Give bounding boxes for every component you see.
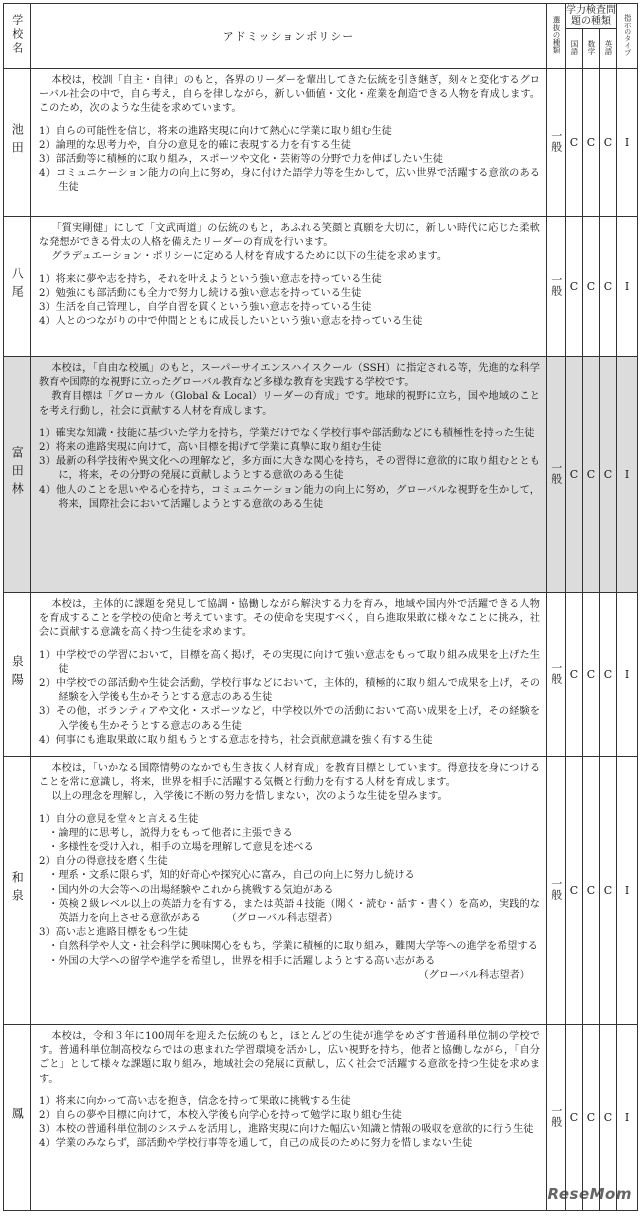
policy-intro: 以上の理念を理解し，入学後に不断の努力を惜しまない，次のような生徒を望みます。 [51, 791, 448, 803]
school-name: 鳳 [4, 1025, 31, 1211]
school-name: 泉陽 [4, 593, 31, 757]
policy-type: I [617, 593, 638, 757]
policy-intro: 本校は，「自由な校風」のもと，スーパーサイエンスハイスクール（SSH）に指定される等，先進的な科学教育や国際的な視野に立ったグローバル教育など多様な教育を実践する学校です。 [39, 363, 540, 389]
test-grade: C [566, 217, 583, 357]
school-name: 八尾 [4, 217, 31, 357]
policy-list [39, 649, 540, 748]
selection-type: 一般 [547, 217, 566, 357]
policy-item [39, 1095, 540, 1109]
policy-sub-wrapper [39, 869, 540, 926]
header-selection-type: 選抜の種類 [547, 4, 566, 69]
test-grade: C [600, 593, 617, 757]
header-subject-math: 数学 [583, 29, 600, 69]
school-row [4, 217, 638, 357]
selection-type: 一般 [547, 1025, 566, 1211]
selection-type: 一般 [547, 593, 566, 757]
policy-item [39, 649, 540, 677]
policy-sub-item: ・外国の大学への留学や進学を希望し，世界を相手に活躍しようとする高い志がある [48, 955, 436, 967]
policy-item [39, 1137, 540, 1151]
policy-intro: 本校は，「いかなる国際情勢のなかでも生き抜く人材育成」を教育目標としています。得意技を身につけることを常に意識し，将来，世界を相手に活躍する気概と行動力を有する人材を育成します。 [39, 763, 540, 789]
policy-type: I [617, 1025, 638, 1211]
policy-intro: グラデュエーション・ポリシーに定める人材を育成するために以下の生徒を求めます。 [51, 251, 448, 263]
policy-intro: 本校は，主体的に課題を発見して協調・協働しながら解決する力を育み，地域や国内外で活躍できる人物を育成することを学校の使命と考えています。その使命を実現すべく，自ら進取果敢に様々なことに挑み，社会に貢献する意識を高く持つ生徒を求めます。 [39, 599, 540, 639]
policy-sub-list [39, 869, 540, 926]
policy-item [39, 287, 540, 301]
policy-item [39, 301, 540, 315]
policy-item-text: 1）将来に夢や志を持ち，それを叶えようという強い意志を持っている生徒 [39, 273, 382, 285]
policy-item [39, 1109, 540, 1123]
header-admission-policy: アドミッションポリシー [31, 4, 547, 69]
policy-item-text: 3）部活動等に積極的に取り組み，スポーツや文化・芸術等の分野で力を伸ばしたい生徒 [39, 154, 443, 166]
header-school-name: 学校名 [4, 4, 31, 69]
policy-item-text: 1）自分の意見を堂々と言える生徒 [39, 813, 199, 825]
test-grade: C [566, 357, 583, 593]
policy-item-text: 1）自らの可能性を信じ，将来の進路実現に向けて熱心に学業に取り組む生徒 [39, 125, 392, 137]
test-grade: C [583, 757, 600, 1025]
test-grade: C [583, 593, 600, 757]
policy-type: I [617, 69, 638, 217]
school-row [4, 69, 638, 217]
policy-item [39, 813, 540, 827]
policy-item-text: 4）コミュニケーション能力の向上に努め，身に付けた語学力等を生かして，広い世界で活躍する意欲のある生徒 [39, 168, 540, 194]
policy-item-text: 2）将来の進路実現に向けて，高い目標を掲げて学業に真摯に取り組む生徒 [39, 442, 382, 454]
policy-intro: 本校は，校訓「自主・自律」のもと，各界のリーダーを輩出してきた伝統を引き継ぎ，刻々と変化するグローバル社会の中で，自ら考え，自らを律しながら，新しい価値・文化・産業を創造できる人物を育成します。このため，次のような生徒を求めています。 [39, 75, 540, 115]
selection-type: 一般 [547, 69, 566, 217]
policy-sub-list [39, 827, 540, 855]
header-subject-japanese: 国語 [566, 29, 583, 69]
policy-item-text: 3）高い志と進路目標をもつ生徒 [39, 927, 189, 939]
policy-item-text: 1）中学校での学習において，目標を高く掲げ，その実現に向けて強い意志をもって取り組み成果を上げた生徒 [39, 649, 540, 675]
school-name: 富田林 [4, 357, 31, 593]
admission-policy-text [31, 593, 547, 757]
policy-item-text: 4）他人のことを思いやる心を持ち，コミュニケーション能力の向上に努め，グローバルな視野を生かして，将来，国際社会において活躍しようとする意欲のある生徒 [39, 484, 540, 510]
admission-policy-table [3, 3, 638, 1211]
school-row [4, 1025, 638, 1211]
policy-item [39, 734, 540, 748]
policy-list [39, 125, 540, 196]
policy-item [39, 677, 540, 705]
policy-sub-item: ・理系・文系に限らず，知的好奇心や探究心に富み，自己の向上に努力し続ける [48, 870, 415, 882]
policy-item-text: 3）最新の科学技術や異文化への理解など，多方面に大きな関心を持ち，その習得に意欲的に取り組むとともに，将来，その分野の発展に貢献しようとする意欲のある生徒 [39, 456, 540, 482]
policy-item-text: 3）本校の普通科単位制のシステムを活用し，進路実現に向けた幅広い知識と情報の吸収を意欲的に行う生徒 [39, 1124, 534, 1136]
policy-item-text: 4）人とのつながりの中で仲間とともに成長したいという強い意志を持っている生徒 [39, 316, 423, 328]
policy-sub-item: ・国内外の大会等への出場経験やこれから挑戦する気迫がある [48, 884, 334, 896]
test-grade: C [600, 69, 617, 217]
policy-item [39, 427, 540, 441]
policy-item [39, 705, 540, 733]
policy-type: I [617, 757, 638, 1025]
policy-item [39, 441, 540, 455]
policy-intro: 「質実剛健」にして「文武両道」の伝統のもと，あふれる笑顔と真願を大切に，新しい時代に応じた柔軟な発想ができる骨太の人格を備えたリーダーの育成を行います。 [39, 223, 540, 249]
policy-item [39, 855, 540, 869]
test-grade: C [566, 593, 583, 757]
test-grade: C [583, 217, 600, 357]
test-grade: C [600, 757, 617, 1025]
test-grade: C [600, 217, 617, 357]
test-grade: C [600, 1025, 617, 1211]
policy-list [39, 273, 540, 330]
header-academic-test: 学力検査問題の種類 [566, 5, 616, 27]
policy-item [39, 926, 540, 940]
policy-item [39, 1123, 540, 1137]
policy-item-text: 4）何事にも進取果敢に取り組もうとする意志を持ち，社会貢献意識を強く有する生徒 [39, 734, 433, 746]
policy-sub-item: ・論理的に思考し，説得力をもって他者に主張できる [48, 827, 293, 839]
policy-item [39, 273, 540, 287]
policy-item-text: 4）学業のみならず，部活動や学校行事等を通して，自己の成長のために努力を惜しまない生徒 [39, 1138, 473, 1150]
policy-intro: 教育目標は「グローカル（Global & Local）リーダーの育成」です。地球的視野に立ち，国や地域のことを考え行動し，社会に貢献する人材を育成します。 [39, 391, 540, 417]
school-name: 池田 [4, 69, 31, 217]
policy-item-text: 2）自らの夢や目標に向けて，本校入学後も向学心を持って勉学に取り組む生徒 [39, 1110, 402, 1122]
school-row [4, 757, 638, 1025]
policy-list [39, 813, 540, 983]
policy-item-text: 3）生活を自己管理し，自学自習を貫くという強い意志を持っている生徒 [39, 302, 372, 314]
policy-item-text: 3）その他，ボランティアや文化・スポーツなど，中学校以外での活動において高い成果を上げ，その経験を入学後も生かそうとする意志のある生徒 [39, 706, 540, 732]
policy-item [39, 125, 540, 139]
policy-item-text: 2）自分の得意技を磨く生徒 [39, 856, 168, 868]
test-grade: C [583, 1025, 600, 1211]
policy-sub-item: ・自然科学や人文・社会科学に興味関心をもち，学業に積極的に取り組み，難関大学等への進学を希望する [48, 941, 538, 953]
test-grade: C [583, 69, 600, 217]
policy-item [39, 315, 540, 329]
school-row [4, 357, 638, 593]
test-grade: C [583, 357, 600, 593]
header-policy-type: 指示のタイプ [617, 4, 638, 69]
policy-item [39, 455, 540, 483]
selection-type: 一般 [547, 357, 566, 593]
school-name: 和泉 [4, 757, 31, 1025]
policy-sub-list [39, 940, 540, 968]
test-grade: C [600, 357, 617, 593]
policy-sub-wrapper [39, 940, 540, 968]
policy-sub-item: ・多様性を受け入れ，相手の立場を理解して意見を述べる [48, 842, 314, 854]
policy-item [39, 153, 540, 167]
policy-note: （グローバル科志望者） [418, 969, 530, 981]
policy-type: I [617, 217, 638, 357]
watermark-logo: ReseMom [547, 1185, 632, 1203]
policy-intro: 本校は，令和３年に100周年を迎えた伝統のもと，ほとんどの生徒が進学をめざす普通科単位制の学校です。普通科単位制高校ならではの恵まれた学習環境を活かし，広い視野を持ち，他者と協働しながら，「自分ごと」として様々な課題に取り組み，地域社会の発展に貢献し，広く社会で活躍する意欲を持つ生徒を求めます。 [39, 1031, 540, 1085]
selection-type: 一般 [547, 757, 566, 1025]
policy-item-text: 1）確実な知識・技能に基づいた学力を持ち，学業だけでなく学校行事や部活動などにも積極性を持った生徒 [39, 427, 535, 439]
admission-policy-text [31, 757, 547, 1025]
school-row [4, 593, 638, 757]
admission-policy-text [31, 217, 547, 357]
policy-item [39, 139, 540, 153]
policy-list [39, 427, 540, 512]
admission-policy-text [31, 357, 547, 593]
test-grade: C [566, 1025, 583, 1211]
admission-policy-text [31, 69, 547, 217]
policy-item-text: 2）論理的な思考力や，自分の意見を的確に表現する力を有する生徒 [39, 139, 351, 151]
policy-item-text: 2）勉強にも部活動にも全力で努力し続ける強い意志を持っている生徒 [39, 287, 362, 299]
policy-item-text: 2）中学校での部活動や生徒会活動，学校行事などにおいて，主体的，積極的に取り組んで成果を上げ，その経験を入学後も生かそうとする意志のある生徒 [39, 678, 540, 704]
policy-item [39, 167, 540, 195]
policy-sub-item: ・英検２級レベル以上の英語力を有する，または英語４技能（聞く・読む・話す・書く）を高め，実践的な英語力を向上させる意欲がある （グローバル科志望者） [48, 898, 540, 925]
header-subject-english: 英語 [600, 29, 617, 69]
policy-sub-wrapper [39, 827, 540, 855]
policy-item-text: 1）将来に向かって高い志を抱き，信念を持って果敢に挑戦する生徒 [39, 1095, 351, 1107]
policy-item [39, 484, 540, 512]
policy-type: I [617, 357, 638, 593]
policy-list [39, 1095, 540, 1152]
test-grade: C [566, 757, 583, 1025]
test-grade: C [566, 69, 583, 217]
admission-policy-text [31, 1025, 547, 1211]
